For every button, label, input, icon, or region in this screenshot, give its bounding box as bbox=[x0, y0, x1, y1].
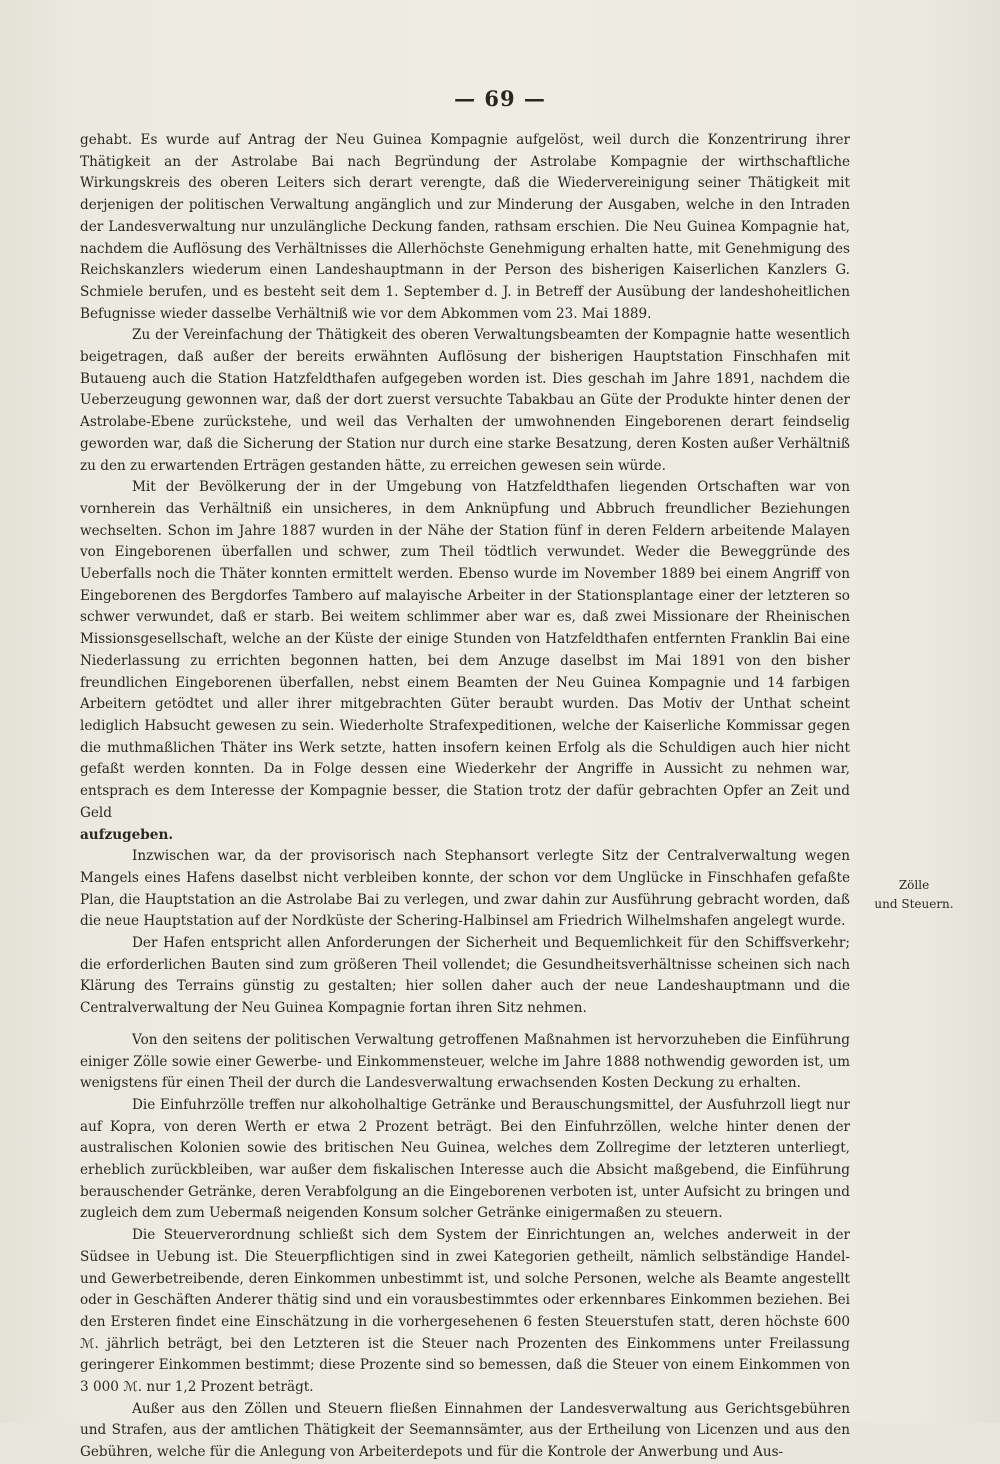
page-number: — 69 — bbox=[454, 86, 546, 111]
paragraph: Mit der Bevölkerung der in der Umgebung von Hatzfeldthafen liegenden Ortschaften war von vornherein das Verhältniß ein unsicheres, in dem Anknüpfung und Abbruch freundlicher Beziehungen wechselten. Schon im Jahre 1887 wurden in der Nähe der Station fünf in deren Feldern arbeitende Malayen von Eingeborenen überfallen und schwer, zum Theil tödtlich verwundet. Weder die Beweggründe des Ueberfalls noch die Thäter konnten ermittelt werden. Ebenso wurde im November 1889 bei einem Angriff von Eingeborenen des Bergdorfes Tambero auf malayische Arbeiter in der Stationsplantage einer der letzteren so schwer verwundet, daß er starb. Bei weitem schlimmer aber war es, daß zwei Missionare der Rheinischen Missionsgesellschaft, welche an der Küste der einige Stunden von Hatzfeldthafen entfernten Franklin Bai eine Niederlassung zu errichten begonnen hatten, bei dem Anzuge daselbst im Mai 1891 von den bisher freundlichen Eingeborenen überfallen, nebst einem Beamten der Neu Guinea Kompagnie und 14 farbigen Arbeitern getödtet und aller ihrer mitgebrachten Güter beraubt wurden. Das Motiv der Unthat scheint lediglich Habsucht gewesen zu sein. Wiederholte Strafexpeditionen, welche der Kaiserliche Kommissar gegen die muthmaßlichen Thäter ins Werk setzte, hatten insofern keinen Erfolg als die Schuldigen auch hier nicht gefaßt werden konnten. Da in Folge dessen eine Wiederkehr der Angriffe in Aussicht zu nehmen war, entsprach es dem Interesse der Kompagnie besser, die Station trotz der dafür gebrachten Opfer an Zeit und Geld bbox=[80, 479, 850, 821]
margin-note-line: und Steuern. bbox=[874, 897, 954, 911]
paragraph: Der Hafen entspricht allen Anforderungen der Sicherheit und Bequemlichkeit für den Schiffsverkehr; die erforderlichen Bauten sind zum größeren Theil vollendet; die Gesundheitsverhältnisse scheinen sich nach Klärung des Terrains günstig zu gestalten; hier sollen daher auch der neue Landeshauptmann und die Centralverwaltung der Neu Guinea Kompagnie fortan ihren Sitz nehmen. bbox=[80, 935, 850, 1017]
paragraph: Von den seitens der politischen Verwaltung getroffenen Maßnahmen ist hervorzuheben die Einführung einiger Zölle sowie einer Gewerbe- und Einkommensteuer, welche im Jahre 1888 nothwendig geworden ist, um wenigstens für einen Theil der durch die Landesverwaltung erwachsenden Kosten Deckung zu erhalten. bbox=[80, 1031, 850, 1092]
paragraph: Die Einfuhrzölle treffen nur alkoholhaltige Getränke und Berauschungsmittel, der Ausfuhrzoll liegt nur auf Kopra, von deren Werth er etwa 2 Prozent beträgt. Bei den Einfuhrzöllen, welche hinter denen der australischen Kolonien sowie des britischen Neu Guinea, welches dem Zollregime der letzteren unterliegt, erheblich zurückbleiben, war außer dem fiskalischen Interesse auch die Absicht maßgebend, die Einführung berauschender Getränke, deren Verabfolgung an die Eingeborenen verboten ist, unter Aufsicht zu bringen und zugleich dem zum Uebermaß neigenden Konsum solcher Getränke einigermaßen zu steuern. bbox=[80, 1096, 850, 1222]
paragraph: Außer aus den Zöllen und Steuern fließen Einnahmen der Landesverwaltung aus Gerichtsgebühren und Strafen, aus der amtlichen Thätigkeit der Seemannsämter, aus der Ertheilung von Licenzen und aus den Gebühren, welche für die Anlegung von Arbeiterdepots und für die Kontrole der Anwerbung und Aus- bbox=[80, 1400, 850, 1461]
margin-note-line: Zölle bbox=[898, 878, 930, 892]
margin-note bbox=[866, 876, 962, 914]
paragraph: Inzwischen war, da der provisorisch nach Stephansort verlegte Sitz der Centralverwaltung wegen Mangels eines Hafens daselbst nicht verbleiben konnte, der schon vor dem Unglücke in Finschhafen gefaßte Plan, die Hauptstation an die Astrolabe Bai zu verlegen, und zwar dahin zur Ausführung gebracht worden, daß die neue Hauptstation auf der Nordküste der Schering-Halbinsel am Friedrich Wilhelmshafen angelegt wurde. bbox=[80, 848, 850, 930]
paragraph: aufzugeben. bbox=[80, 826, 174, 843]
body-text bbox=[80, 130, 850, 1464]
paragraph: gehabt. Es wurde auf Antrag der Neu Guinea Kompagnie aufgelöst, weil durch die Konzentrirung ihrer Thätigkeit an der Astrolabe Bai nach Begründung der Astrolabe Kompagnie der wirthschaftliche Wirkungskreis des oberen Leiters sich derart verengte, daß die Wiedervereinigung seiner Thätigkeit mit derjenigen der politischen Verwaltung angänglich und zur Minderung der Ausgaben, welche in den Intraden der Landesverwaltung nur unzulängliche Deckung fanden, rathsam erschien. Die Neu Guinea Kompagnie hat, nachdem die Auflösung des Verhältnisses die Allerhöchste Genehmigung erhalten hatte, mit Genehmigung des Reichskanzlers wiederum einen Landeshauptmann in der Person des bisherigen Kaiserlichen Kanzlers G. Schmiele berufen, und es besteht seit dem 1. September d. J. in Betreff der Ausübung der landeshoheitlichen Befugnisse wieder dasselbe Verhältniß wie vor dem Abkommen vom 23. Mai 1889. bbox=[80, 132, 850, 322]
paragraph: Zu der Vereinfachung der Thätigkeit des oberen Verwaltungsbeamten der Kompagnie hatte wesentlich beigetragen, daß außer der bereits erwähnten Auflösung der bisherigen Hauptstation Finschhafen mit Butaueng auch die Station Hatzfeldthafen aufgegeben worden ist. Dies geschah im Jahre 1891, nachdem die Ueberzeugung gewonnen war, daß der dort zuerst versuchte Tabakbau an Güte der Produkte hinter denen der Astrolabe-Ebene zurückstehe, und weil das Verhalten der umwohnenden Eingeborenen derart feindselig geworden war, daß die Sicherung der Station nur durch eine starke Besatzung, deren Kosten außer Verhältniß zu den zu erwartenden Erträgen gestanden hätte, zu erreichen gewesen sein würde. bbox=[80, 327, 850, 474]
paragraph: Die Steuerverordnung schließt sich dem System der Einrichtungen an, welches anderweit in der Südsee in Uebung ist. Die Steuerpflichtigen sind in zwei Kategorien getheilt, nämlich selbständige Handel- und Gewerbetreibende, deren Einkommen unbestimmt ist, und solche Personen, welche als Beamte angestellt oder in Geschäften Anderer thätig sind und ein vorausbestimmtes oder erkennbares Einkommen beziehen. Bei den Ersteren findet eine Einschätzung in die vorhergesehenen 6 festen Steuerstufen statt, deren höchste 600 ℳ. jährlich beträgt, bei den Letzteren ist die Steuer nach Prozenten des Einkommens unter Freilassung geringerer Einkommen bestimmt; diese Prozente sind so bemessen, daß die Steuer von einem Einkommen von 3 000 ℳ. nur 1,2 Prozent beträgt. bbox=[80, 1227, 850, 1396]
